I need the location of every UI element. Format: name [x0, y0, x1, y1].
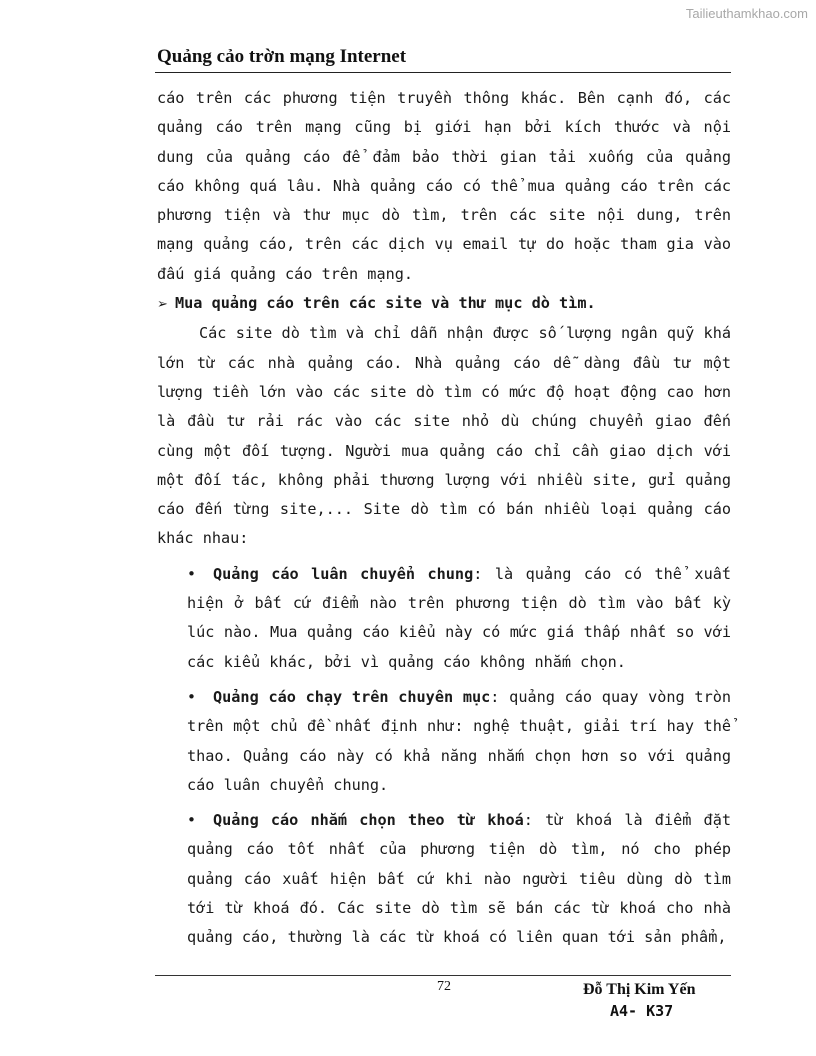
bullet-dot-icon: • — [187, 811, 196, 830]
bullet-text: từ khoá là điểm đặt quảng cáo tốt nhất của phương tiện dò tìm, nó cho phép quảng cáo xuất hiện bất cứ khi nào người tiêu dùng dò tìm tới từ khoá đó. Các site dò tìm sẽ bán các từ khoá cho nhà quảng cáo, thường là các từ khoá có liên quan tới sản phẩm, — [187, 811, 731, 947]
bullet-term: Quảng cáo nhắm chọn theo từ khoá — [213, 811, 524, 830]
footer-divider — [155, 975, 731, 976]
section-heading-text: Mua quảng cáo trên các site và thư mục dò tìm. — [175, 294, 596, 313]
section-heading — [157, 289, 731, 319]
header-divider — [155, 72, 731, 73]
bullet-item — [157, 560, 731, 677]
bullet-item — [157, 806, 731, 952]
arrow-bullet-icon: ➢ — [157, 297, 168, 313]
bullet-sep: : — [523, 811, 533, 830]
page-header-title: Quảng cảo trờn mạng Internet — [157, 46, 407, 67]
bullet-item — [157, 683, 731, 800]
intro-paragraph: cáo trên các phương tiện truyền thông khác. Bên cạnh đó, các quảng cáo trên mạng cũng bị giới hạn bởi kích thước và nội dung của quảng cáo để đảm bảo thời gian tải xuống của quảng cáo không quá lâu. Nhà quảng cáo có thể mua quảng cáo trên các phương tiện và thư mục dò tìm, trên các site nội dung, trên mạng quảng cáo, trên các dịch vụ email tự do hoặc tham gia vào đấu giá quảng cáo trên mạng. — [157, 89, 731, 283]
bullet-dot-icon: • — [187, 687, 196, 706]
watermark-text: Tailieuthamkhao.com — [685, 6, 808, 21]
bullet-text: quảng cáo quay vòng tròn trên một chủ đề nhất định như: nghệ thuật, giải trí hay thể thao. Quảng cáo này có khả năng nhắm chọn hơn so với quảng cáo luân chuyển chung. — [187, 687, 731, 794]
class-code: A4- K37 — [610, 1002, 674, 1020]
bullet-term: Quảng cáo chạy trên chuyên mục — [213, 687, 491, 706]
bullet-sep: : — [473, 564, 483, 583]
bullet-text: là quảng cáo có thể xuất hiện ở bất cứ điểm nào trên phương tiện dò tìm vào bất kỳ lúc nào. Mua quảng cáo kiểu này có mức giá thấp nhất so với các kiểu khác, bởi vì quảng cáo không nhắm chọn. — [187, 564, 731, 671]
bullet-sep: : — [490, 687, 500, 706]
page-number: 72 — [437, 979, 451, 994]
section-paragraph: Các site dò tìm và chỉ dẫn nhận được số lượng ngân quỹ khá lớn từ các nhà quảng cáo. Nhà quảng cáo dễ dàng đầu tư một lượng tiền lớn vào các site dò tìm có mức độ hoạt động cao hơn là đầu tư rải rác vào các site nhỏ dù chúng chuyển giao đến cùng một đối tượng. Người mua quảng cáo chỉ cần giao dịch với một đối tác, không phải thương lượng với nhiều site, gửi quảng cáo đến từng site,... Site dò tìm có bán nhiều loại quảng cáo khác nhau: — [157, 324, 731, 548]
bullet-dot-icon: • — [187, 564, 196, 583]
author-name: Đỗ Thị Kim Yến — [583, 981, 696, 998]
document-body — [157, 84, 731, 953]
bullet-term: Quảng cáo luân chuyển chung — [213, 564, 474, 583]
